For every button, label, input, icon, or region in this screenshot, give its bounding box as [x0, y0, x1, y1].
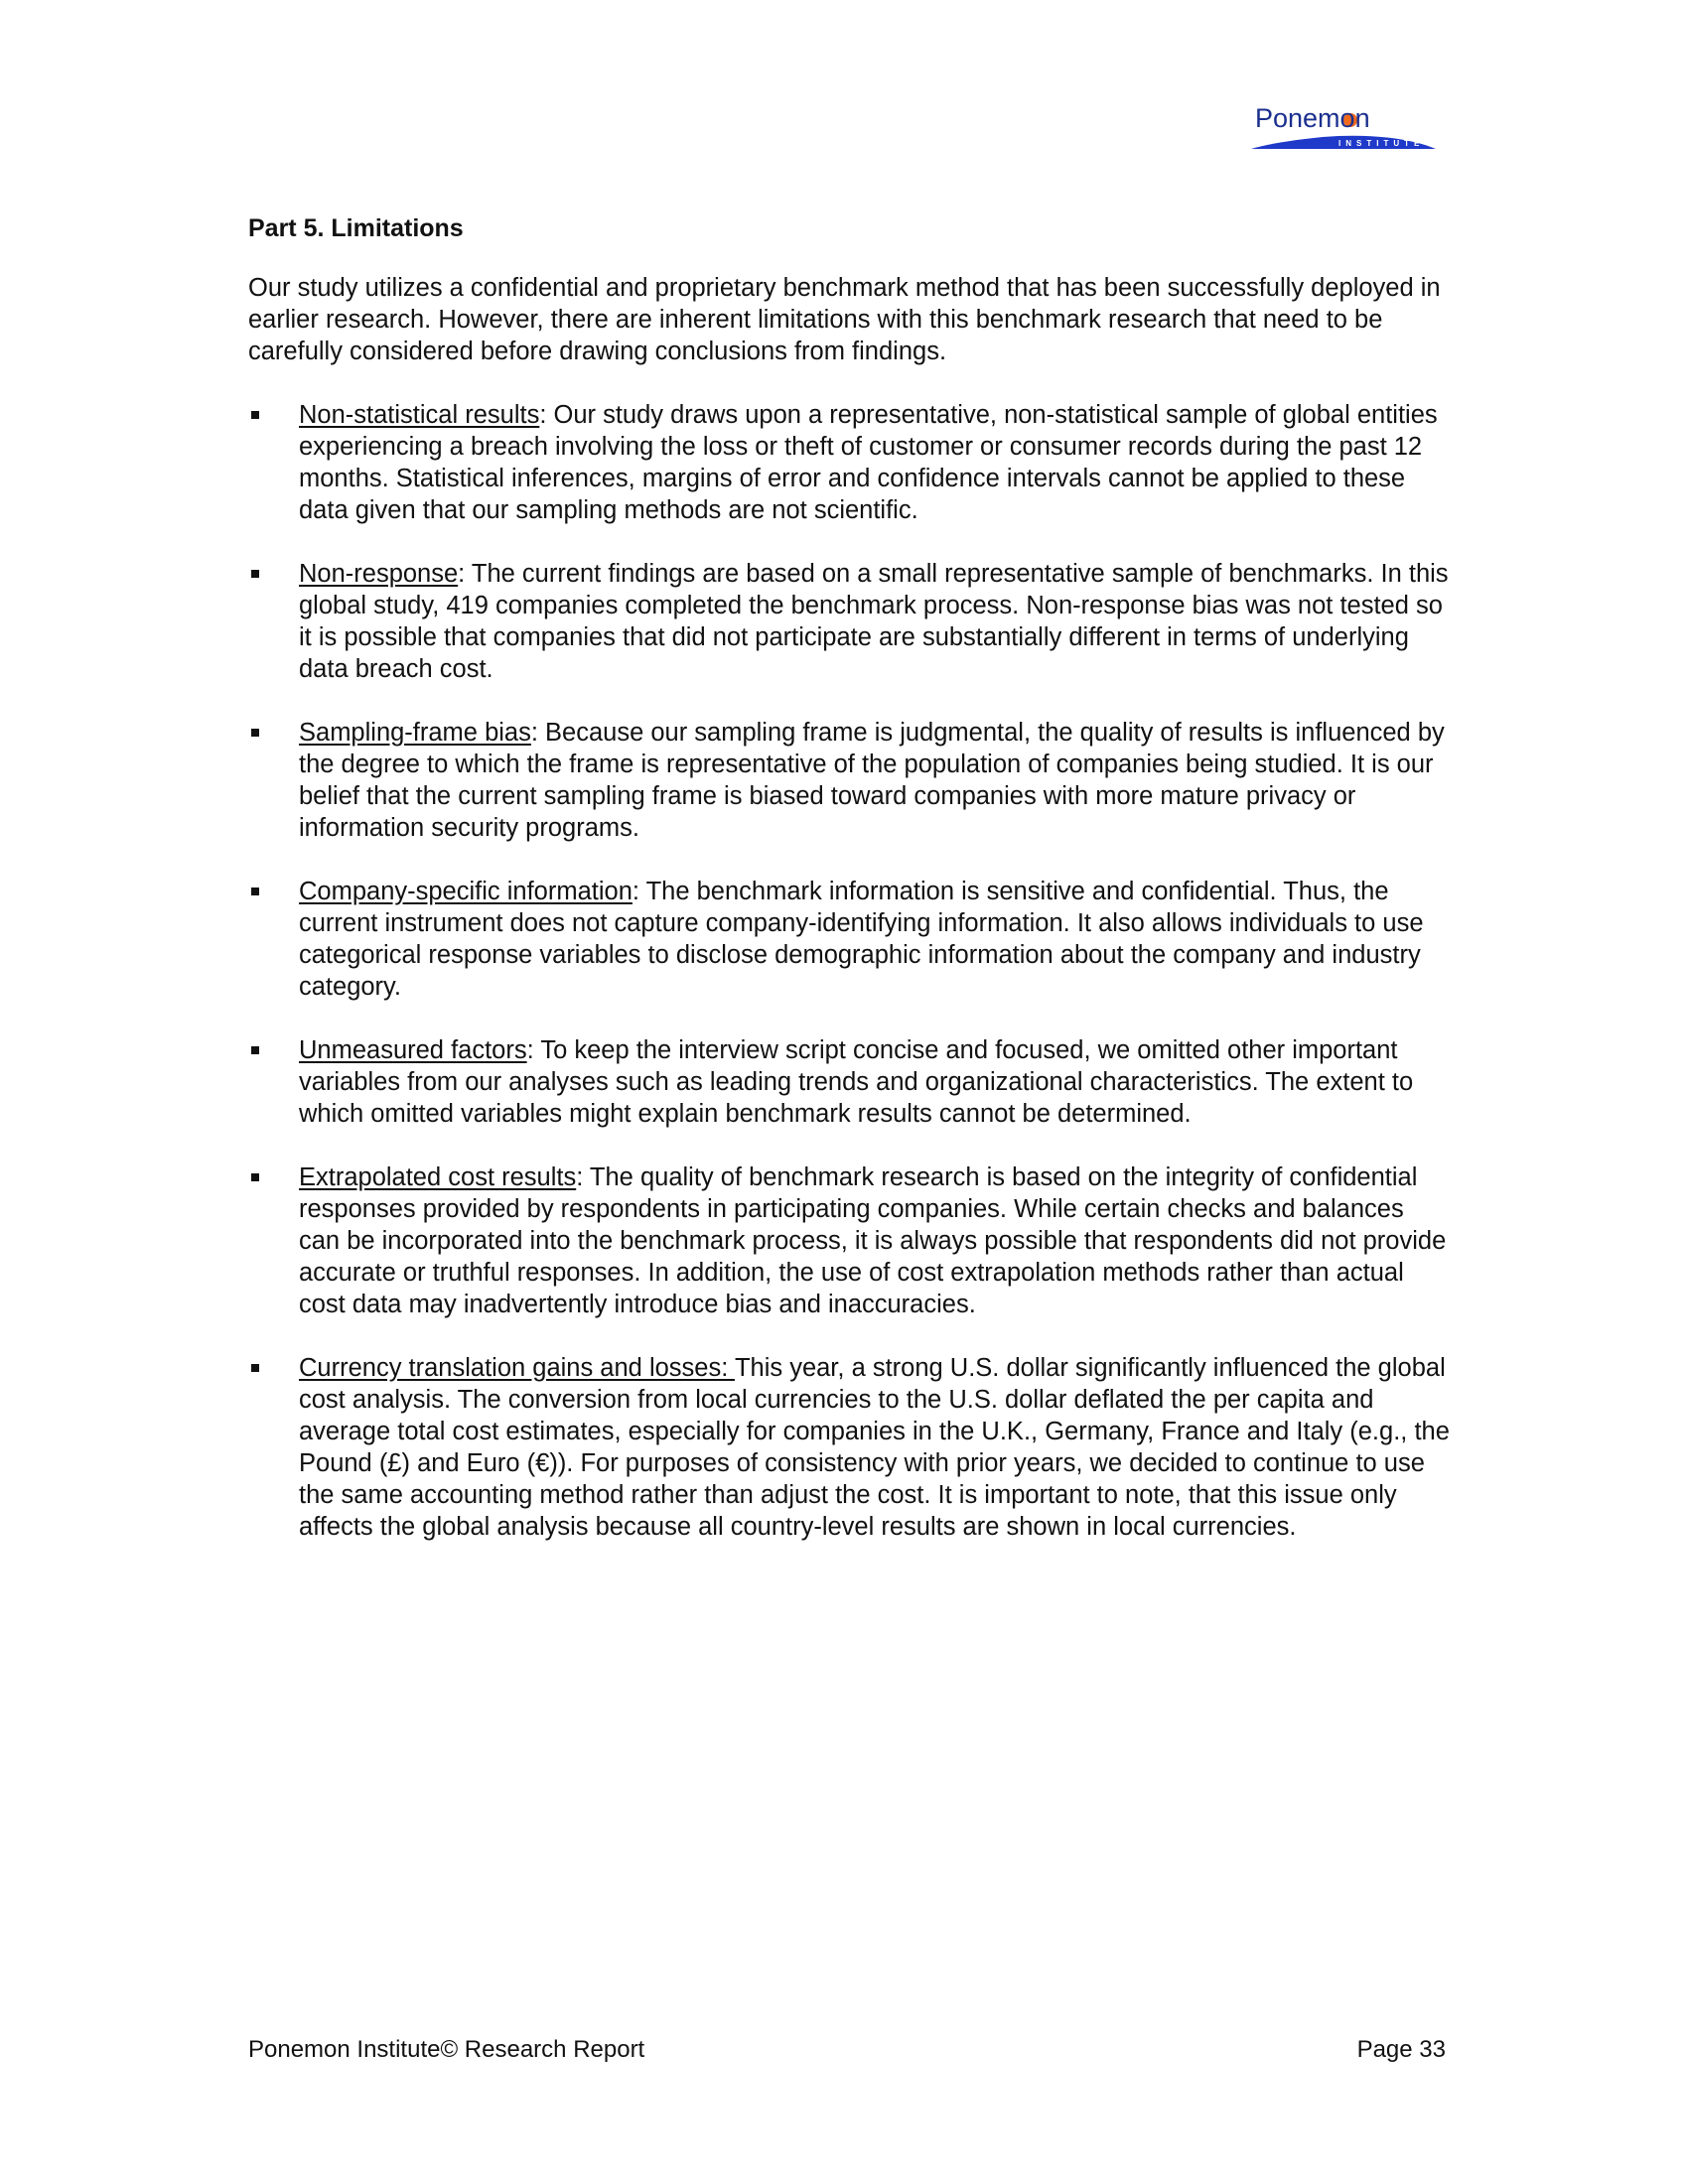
limitation-text: : The benchmark information is sensitive and confidential. Thus, the current instrument does not capture company-identifying information. It also allows individuals to use categorical response variables to disclose demographic information about the company and industry category.	[299, 878, 1424, 1001]
bullet-icon	[251, 1046, 259, 1054]
intro-paragraph: Our study utilizes a confidential and proprietary benchmark method that has been successfully deployed in earlier research. However, there are inherent limitations with this benchmark research that need to be carefully considered before drawing conclusions from findings.	[248, 274, 1441, 365]
limitation-term: Company-specific information	[299, 878, 633, 905]
limitation-term: Sampling-frame bias	[299, 719, 531, 747]
bullet-icon	[251, 729, 259, 737]
bullet-icon	[251, 411, 259, 419]
list-item	[248, 1034, 1450, 1130]
bullet-icon	[251, 887, 259, 895]
bullet-icon	[251, 1364, 259, 1372]
ponemon-logo	[1243, 99, 1442, 151]
limitation-term: Currency translation gains and losses:	[299, 1354, 735, 1382]
limitation-term: Unmeasured factors	[299, 1036, 527, 1064]
limitation-term: Non-statistical results	[299, 401, 540, 429]
footer-page-number: Page 33	[1356, 2036, 1446, 2063]
limitation-text: : To keep the interview script concise and focused, we omitted other important variables from our analyses such as leading trends and organizational characteristics. The extent to which omitted variables might explain benchmark results cannot be determined.	[299, 1036, 1414, 1128]
limitation-text: : Our study draws upon a representative, non-statistical sample of global entities experiencing a breach involving the loss or theft of customer or consumer records during the past 12 months. Statistical inferences, margins of error and confidence intervals cannot be applied to these data given that our sampling methods are not scientific.	[299, 401, 1438, 524]
limitation-text: : The current findings are based on a small representative sample of benchmarks. In this global study, 419 companies completed the benchmark process. Non-response bias was not tested so it is possible that companies that did not participate are substantially different in terms of underlying data breach cost.	[299, 560, 1449, 683]
list-item	[248, 1161, 1450, 1320]
list-item	[248, 717, 1450, 844]
limitations-list	[248, 399, 1450, 1543]
ponemon-logo-graphic	[1243, 99, 1442, 151]
limitation-text: : Because our sampling frame is judgmental, the quality of results is influenced by the degree to which the frame is representative of the population of companies being studied. It is our belief that the current sampling frame is biased toward companies with more mature privacy or information security programs.	[299, 719, 1445, 842]
limitation-term: Extrapolated cost results	[299, 1163, 577, 1191]
section-heading: Part 5. Limitations	[248, 214, 464, 242]
bullet-icon	[251, 1173, 259, 1181]
list-item	[248, 399, 1450, 526]
logo-name: Ponemon	[1255, 103, 1370, 133]
list-item	[248, 558, 1450, 685]
logo-subtitle: INSTITUTE	[1338, 139, 1425, 148]
limitation-term: Non-response	[299, 560, 459, 588]
bullet-icon	[251, 570, 259, 578]
list-item	[248, 876, 1450, 1003]
list-item	[248, 1352, 1450, 1543]
limitation-text: : The quality of benchmark research is based on the integrity of confidential responses provided by respondents in participating companies. While certain checks and balances can be incorporated into the benchmark process, it is always possible that respondents did not provide accurate or truthful responses. In addition, the use of cost extrapolation methods rather than actual cost data may inadvertently introduce bias and inaccuracies.	[299, 1163, 1447, 1318]
footer-report-title: Ponemon Institute© Research Report	[248, 2036, 645, 2063]
limitation-text: This year, a strong U.S. dollar significantly influenced the global cost analysis. The conversion from local currencies to the U.S. dollar deflated the per capita and average total cost estimates, especially for companies in the U.K., Germany, France and Italy (e.g., the Pound (£) and Euro (€)). For purposes of consistency with prior years, we decided to continue to use the same accounting method rather than adjust the cost. It is important to note, that this issue only affects the global analysis because all country-level results are shown in local currencies.	[299, 1354, 1450, 1541]
limitations-section	[248, 208, 1450, 1574]
